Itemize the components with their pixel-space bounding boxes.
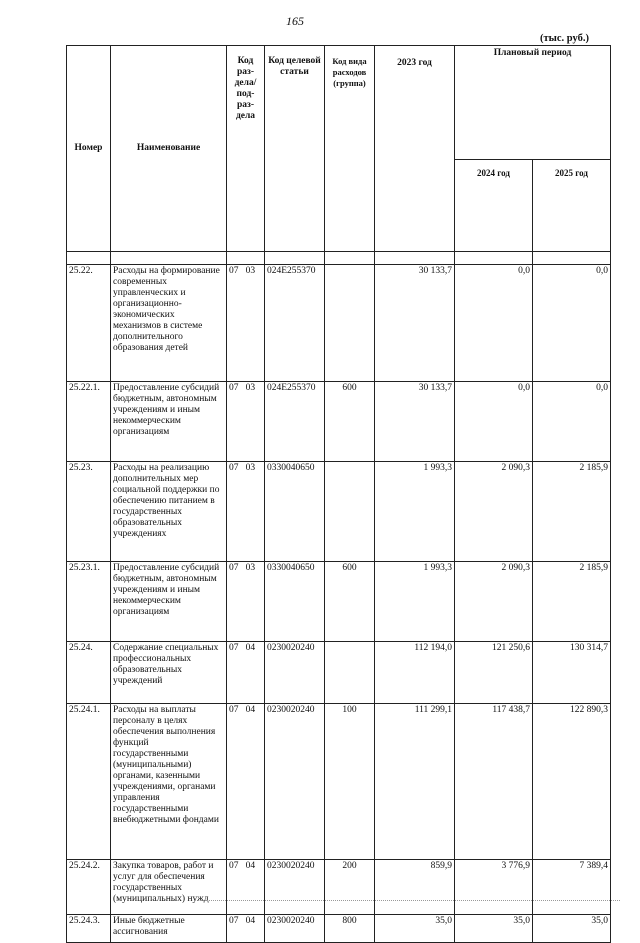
header-naimenovanie: Наименование (111, 46, 227, 252)
row-number: 25.24. (67, 642, 111, 704)
row-celevaya: 0230020240 (265, 704, 325, 860)
row-celevaya: 0230020240 (265, 860, 325, 915)
row-number: 25.24.3. (67, 915, 111, 943)
row-vid: 600 (325, 562, 375, 642)
table-row (67, 860, 611, 915)
row-y2024: 2 090,3 (455, 562, 533, 642)
table-row (67, 642, 611, 704)
row-y2025: 122 890,3 (533, 704, 611, 860)
row-number: 25.24.1. (67, 704, 111, 860)
row-number: 25.22.1. (67, 382, 111, 462)
header-planned-period: Плановый период (455, 46, 611, 160)
header-kod-razdela: Код раз-дела/ под-раз-дела (227, 46, 265, 252)
row-razdel: 07 03 (227, 382, 265, 462)
header-spacer-row (67, 252, 611, 265)
row-y2025: 130 314,7 (533, 642, 611, 704)
row-vid (325, 462, 375, 562)
budget-table (66, 45, 611, 943)
row-y2024: 35,0 (455, 915, 533, 943)
row-y2025: 7 389,4 (533, 860, 611, 915)
row-y2023: 1 993,3 (375, 462, 455, 562)
row-y2024: 2 090,3 (455, 462, 533, 562)
row-y2025: 35,0 (533, 915, 611, 943)
row-y2025: 2 185,9 (533, 562, 611, 642)
row-name: Иные бюджетные ассигнования (111, 915, 227, 943)
page-number: 165 (286, 14, 304, 28)
row-y2023: 30 133,7 (375, 265, 455, 382)
row-number: 25.24.2. (67, 860, 111, 915)
header-nomer: Номер (67, 46, 111, 252)
units-label: (тыс. руб.) (540, 33, 589, 44)
row-vid (325, 642, 375, 704)
row-y2023: 111 299,1 (375, 704, 455, 860)
footer-divider (200, 900, 620, 901)
row-y2023: 30 133,7 (375, 382, 455, 462)
row-y2025: 0,0 (533, 382, 611, 462)
table-row (67, 915, 611, 943)
row-number: 25.23. (67, 462, 111, 562)
row-name: Расходы на формирование современных управленческих и организационно-экономических механизмов в системе дополнительного образования детей (111, 265, 227, 382)
table-row (67, 562, 611, 642)
row-razdel: 07 04 (227, 642, 265, 704)
row-y2024: 0,0 (455, 382, 533, 462)
row-vid: 800 (325, 915, 375, 943)
row-name: Расходы на реализацию дополнительных мер социальной поддержки по обеспечению питанием в государственных образовательных учреждениях (111, 462, 227, 562)
row-name: Закупка товаров, работ и услуг для обеспечения государственных (муниципальных) нужд (111, 860, 227, 915)
table-row (67, 462, 611, 562)
header-year-2025: 2025 год (533, 160, 611, 252)
row-razdel: 07 03 (227, 265, 265, 382)
row-celevaya: 024E255370 (265, 265, 325, 382)
row-y2023: 859,9 (375, 860, 455, 915)
row-y2025: 0,0 (533, 265, 611, 382)
row-vid: 600 (325, 382, 375, 462)
row-y2023: 112 194,0 (375, 642, 455, 704)
row-y2023: 35,0 (375, 915, 455, 943)
row-name: Расходы на выплаты персоналу в целях обеспечения выполнения функций государственными (муниципальными) органами, казенными учреждениями, органами управления государственными внебюджетными фондами (111, 704, 227, 860)
row-name: Предоставление субсидий бюджетным, автономным учреждениям и иным некоммерческим организациям (111, 382, 227, 462)
row-celevaya: 0230020240 (265, 915, 325, 943)
header-kod-vida: Код вида расходов (группа) (325, 46, 375, 252)
row-celevaya: 0330040650 (265, 562, 325, 642)
header-year-2023: 2023 год (375, 46, 455, 252)
header-year-2024: 2024 год (455, 160, 533, 252)
row-razdel: 07 04 (227, 860, 265, 915)
row-vid: 100 (325, 704, 375, 860)
row-celevaya: 024E255370 (265, 382, 325, 462)
row-y2024: 3 776,9 (455, 860, 533, 915)
row-y2023: 1 993,3 (375, 562, 455, 642)
row-y2024: 0,0 (455, 265, 533, 382)
row-razdel: 07 03 (227, 462, 265, 562)
row-y2024: 117 438,7 (455, 704, 533, 860)
row-razdel: 07 03 (227, 562, 265, 642)
row-number: 25.22. (67, 265, 111, 382)
row-celevaya: 0330040650 (265, 462, 325, 562)
row-razdel: 07 04 (227, 915, 265, 943)
row-name: Содержание специальных профессиональных образовательных учреждений (111, 642, 227, 704)
row-vid: 200 (325, 860, 375, 915)
table-row (67, 704, 611, 860)
row-y2024: 121 250,6 (455, 642, 533, 704)
row-vid (325, 265, 375, 382)
row-razdel: 07 04 (227, 704, 265, 860)
row-number: 25.23.1. (67, 562, 111, 642)
header-kod-celevoy: Код целевой статьи (265, 46, 325, 252)
table-row (67, 265, 611, 382)
row-celevaya: 0230020240 (265, 642, 325, 704)
table-row (67, 382, 611, 462)
row-y2025: 2 185,9 (533, 462, 611, 562)
row-name: Предоставление субсидий бюджетным, автономным учреждениям и иным некоммерческим организациям (111, 562, 227, 642)
